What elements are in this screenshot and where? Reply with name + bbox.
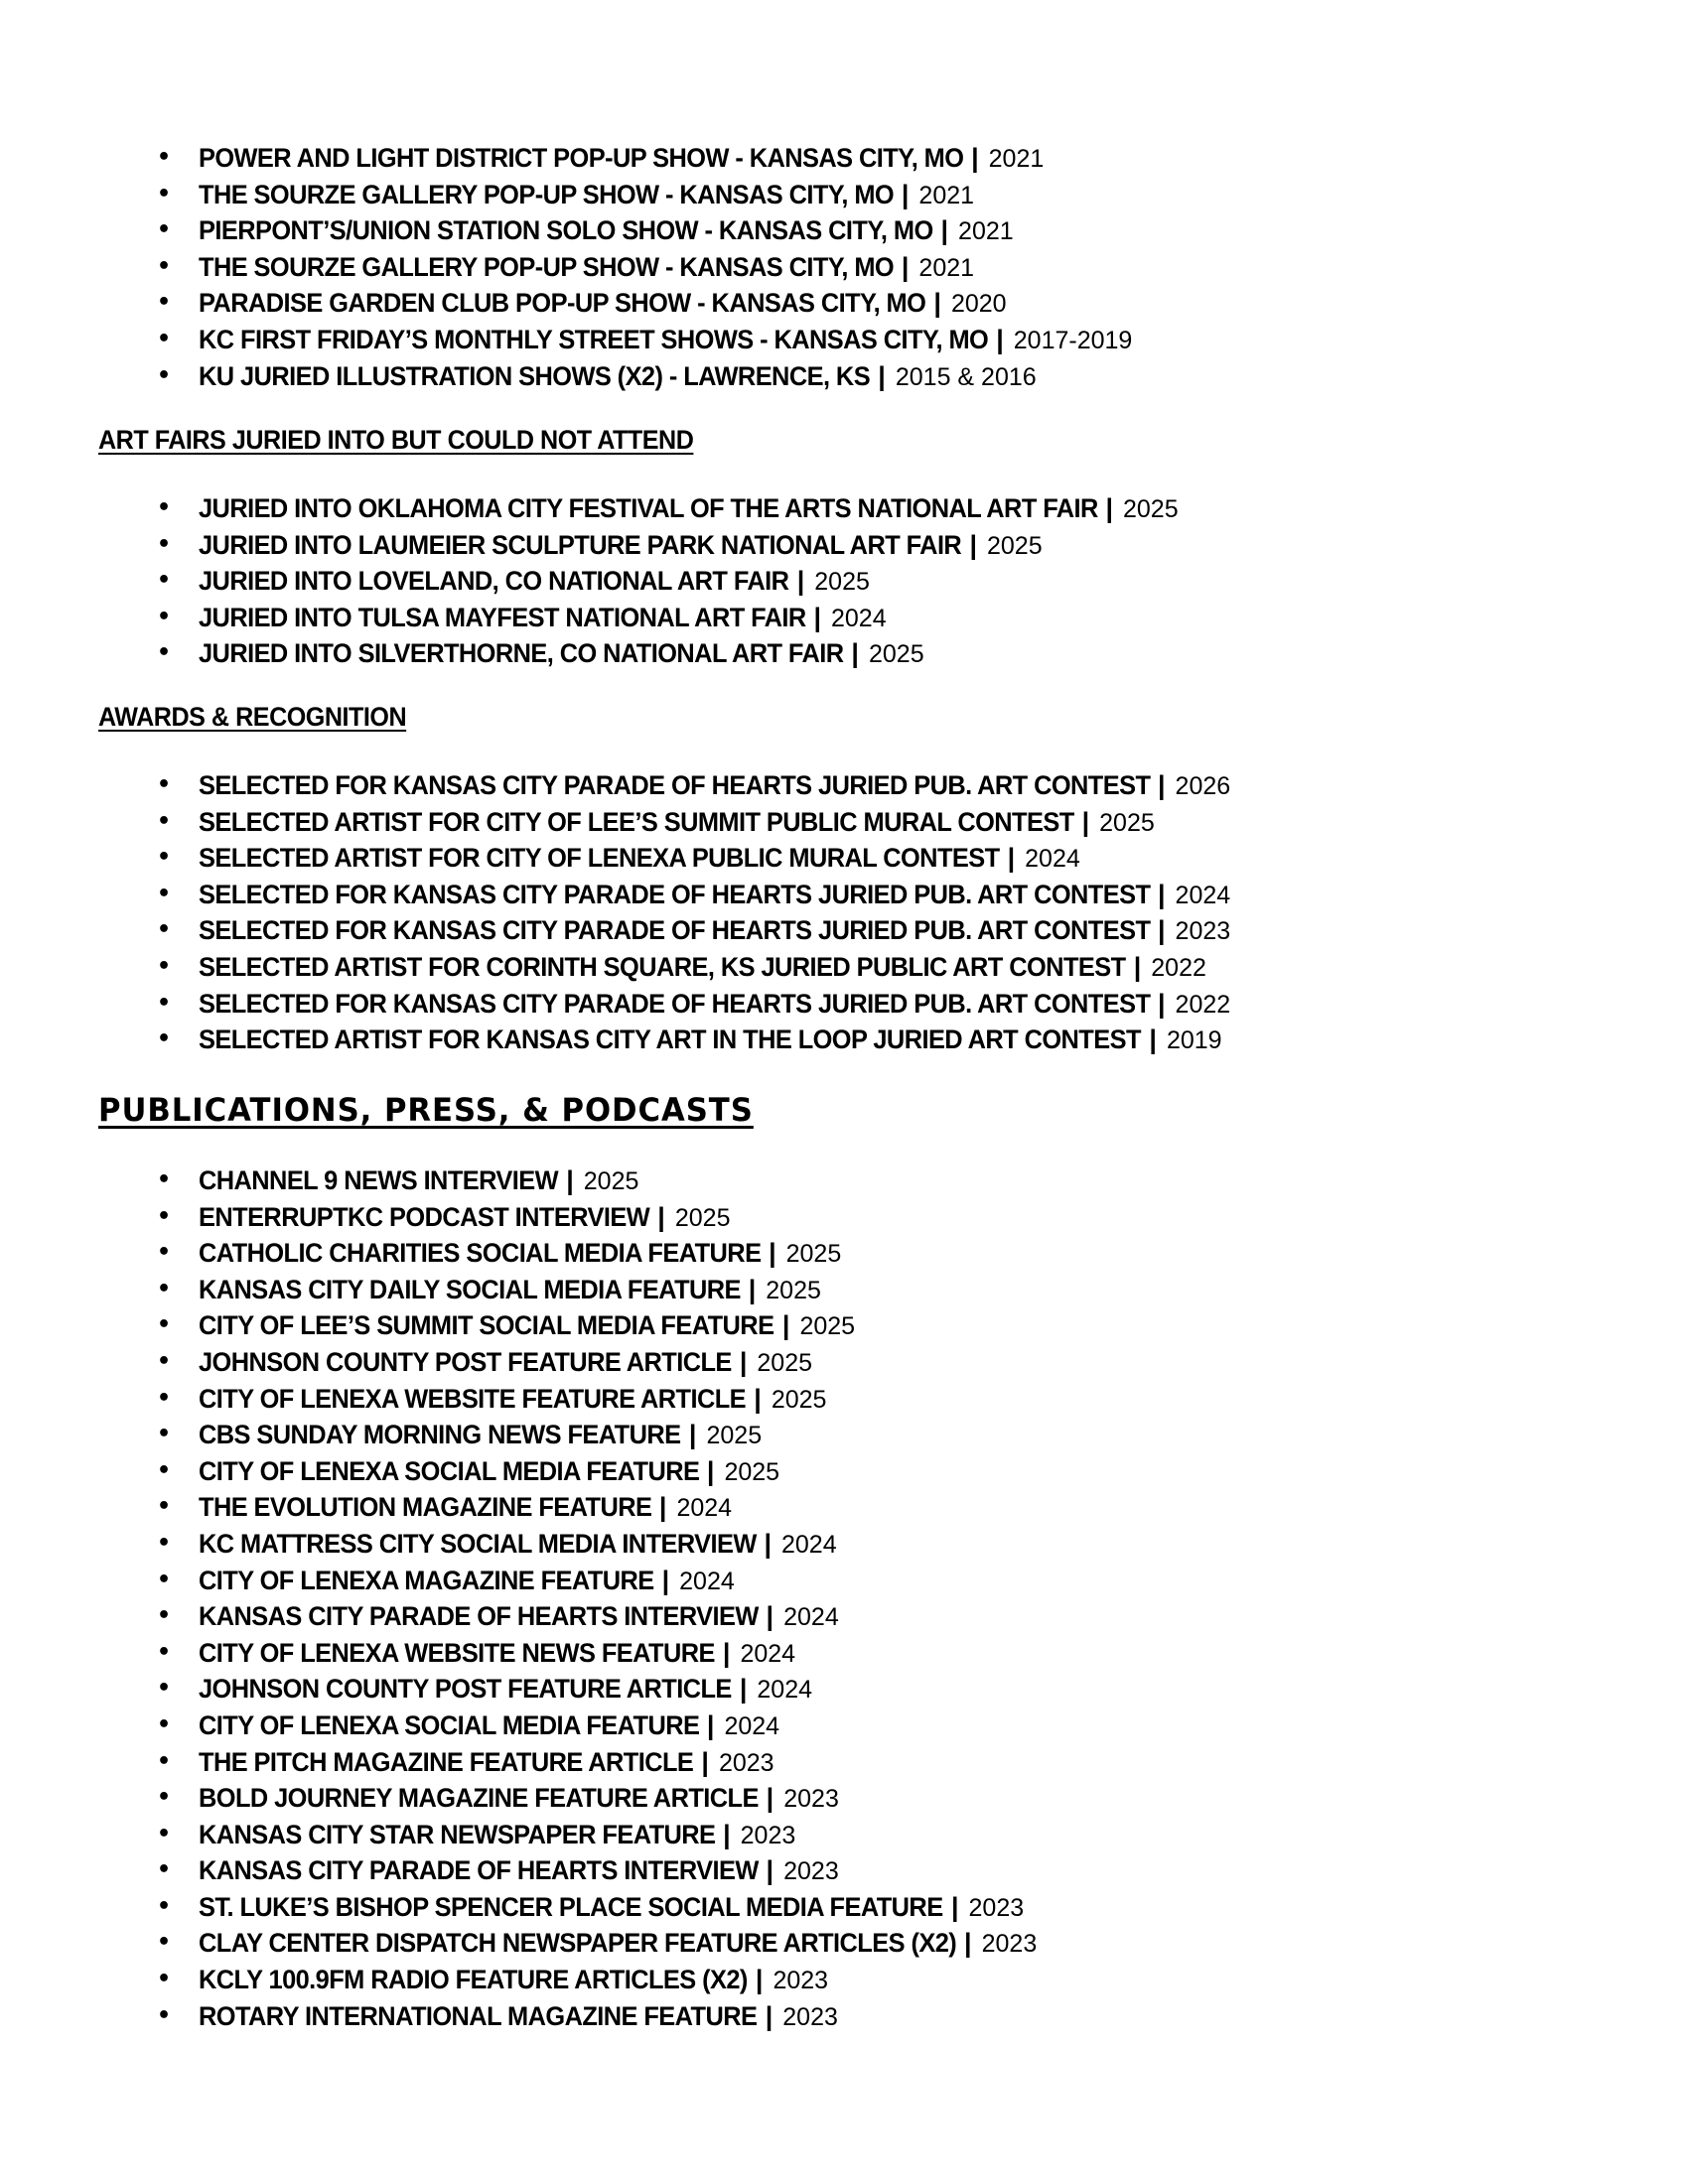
- bullet-icon: •: [157, 1203, 172, 1229]
- list-item: [0, 140, 1132, 177]
- item-year: 2024: [781, 1530, 837, 1559]
- separator: |: [754, 1383, 762, 1414]
- bullet-icon: •: [157, 1494, 172, 1520]
- separator: |: [1157, 988, 1166, 1019]
- separator: |: [1149, 1024, 1157, 1055]
- item-title: JURIED INTO LAUMEIER SCULPTURE PARK NATIONAL ART FAIR: [199, 529, 962, 560]
- item-year: 2022: [1175, 990, 1231, 1019]
- bullet-icon: •: [157, 362, 172, 388]
- bullet-icon: •: [157, 1530, 172, 1556]
- list-item: [0, 1817, 1037, 1853]
- item-year: 2024: [831, 604, 887, 632]
- awards-heading: AWARDS & RECOGNITION: [98, 702, 407, 732]
- bullet-icon: •: [157, 604, 172, 629]
- item-title: THE EVOLUTION MAGAZINE FEATURE: [199, 1492, 652, 1523]
- separator: |: [1157, 915, 1166, 946]
- item-year: 2024: [1175, 881, 1231, 909]
- list-item: [0, 1962, 1037, 1998]
- list-item: [0, 1162, 1037, 1199]
- separator: |: [1157, 879, 1166, 909]
- list-item: [0, 949, 1230, 986]
- list-item: [0, 358, 1132, 395]
- separator: |: [766, 1601, 774, 1632]
- art-fairs-heading: ART FAIRS JURIED INTO BUT COULD NOT ATTEND: [98, 425, 694, 455]
- list-item: [0, 804, 1230, 841]
- separator: |: [1007, 843, 1016, 874]
- separator: |: [851, 638, 859, 669]
- item-year: 2023: [968, 1893, 1025, 1922]
- item-year: 2023: [718, 1748, 774, 1777]
- bullet-icon: •: [157, 917, 172, 943]
- separator: |: [796, 566, 805, 597]
- list-item: [0, 767, 1230, 804]
- list-item: [0, 1417, 1037, 1453]
- item-year: 2026: [1175, 772, 1231, 800]
- item-title: KU JURIED ILLUSTRATION SHOWS (X2) - LAWRENCE, KS: [199, 360, 871, 391]
- item-year: 2015 & 2016: [895, 362, 1037, 391]
- publications-heading: PUBLICATIONS, PRESS, & PODCASTS: [98, 1091, 754, 1129]
- bullet-icon: •: [157, 217, 172, 243]
- separator: |: [1157, 770, 1166, 800]
- list-item: [0, 1598, 1037, 1635]
- awards-list: [0, 767, 1230, 1058]
- separator: |: [940, 215, 949, 246]
- item-title: SELECTED FOR KANSAS CITY PARADE OF HEARTS JURIED PUB. ART CONTEST: [199, 770, 1151, 800]
- item-title: SELECTED ARTIST FOR KANSAS CITY ART IN THE LOOP JURIED ART CONTEST: [199, 1024, 1141, 1055]
- item-title: KCLY 100.9FM RADIO FEATURE ARTICLES (X2): [199, 1965, 748, 1995]
- item-title: POWER AND LIGHT DISTRICT POP-UP SHOW - KANSAS CITY, MO: [199, 143, 964, 173]
- item-year: 2025: [771, 1385, 827, 1414]
- bullet-icon: •: [157, 881, 172, 906]
- separator: |: [813, 602, 821, 632]
- separator: |: [706, 1455, 715, 1486]
- separator: |: [901, 179, 910, 209]
- item-title: CATHOLIC CHARITIES SOCIAL MEDIA FEATURE: [199, 1238, 762, 1269]
- item-title: ENTERRUPTKC PODCAST INTERVIEW: [199, 1201, 650, 1232]
- item-year: 2025: [868, 640, 924, 669]
- list-item: [0, 527, 1179, 564]
- item-year: 2021: [988, 145, 1045, 173]
- item-title: JURIED INTO TULSA MAYFEST NATIONAL ART FAIR: [199, 602, 806, 632]
- separator: |: [901, 251, 910, 282]
- bullet-icon: •: [157, 531, 172, 557]
- item-title: KANSAS CITY PARADE OF HEARTS INTERVIEW: [199, 1601, 759, 1632]
- list-item: [0, 212, 1132, 249]
- separator: |: [765, 2000, 774, 2031]
- bullet-icon: •: [157, 1312, 172, 1338]
- item-title: JURIED INTO LOVELAND, CO NATIONAL ART FAIR: [199, 566, 789, 597]
- item-year: 2023: [782, 2002, 838, 2031]
- list-item: [0, 1889, 1037, 1926]
- item-year: 2024: [757, 1676, 813, 1705]
- item-year: 2021: [918, 181, 975, 209]
- list-item: [0, 285, 1132, 322]
- list-item: [0, 490, 1179, 527]
- art-fairs-list: [0, 490, 1179, 672]
- item-year: 2023: [981, 1930, 1038, 1959]
- list-item: [0, 249, 1132, 286]
- item-title: JURIED INTO OKLAHOMA CITY FESTIVAL OF THE ARTS NATIONAL ART FAIR: [199, 493, 1098, 523]
- list-item: [0, 1563, 1037, 1599]
- bullet-icon: •: [157, 1026, 172, 1052]
- item-year: 2023: [1175, 917, 1231, 946]
- separator: |: [764, 1528, 772, 1559]
- item-title: KANSAS CITY DAILY SOCIAL MEDIA FEATURE: [199, 1274, 741, 1304]
- list-item: [0, 986, 1230, 1023]
- bullet-icon: •: [157, 568, 172, 594]
- item-year: 2025: [583, 1167, 639, 1195]
- list-item: [0, 1780, 1037, 1817]
- list-item: [0, 840, 1230, 877]
- bullet-icon: •: [157, 1930, 172, 1956]
- item-title: SELECTED FOR KANSAS CITY PARADE OF HEARTS JURIED PUB. ART CONTEST: [199, 915, 1151, 946]
- item-year: 2025: [757, 1348, 813, 1377]
- separator: |: [748, 1274, 757, 1304]
- item-year: 2025: [987, 531, 1043, 560]
- item-title: CITY OF LEE’S SUMMIT SOCIAL MEDIA FEATURE: [199, 1310, 774, 1341]
- item-title: CITY OF LENEXA SOCIAL MEDIA FEATURE: [199, 1709, 700, 1740]
- list-item: [0, 912, 1230, 949]
- separator: |: [1105, 493, 1113, 523]
- list-item: [0, 1307, 1037, 1344]
- item-year: 2023: [740, 1821, 796, 1849]
- item-year: 2023: [783, 1857, 839, 1886]
- separator: |: [996, 324, 1004, 354]
- bullet-icon: •: [157, 1276, 172, 1301]
- bullet-icon: •: [157, 1457, 172, 1483]
- publications-list: [0, 1162, 1037, 2034]
- separator: |: [950, 1891, 959, 1922]
- bullet-icon: •: [157, 1748, 172, 1774]
- separator: |: [755, 1965, 764, 1995]
- item-title: CHANNEL 9 NEWS INTERVIEW: [199, 1165, 559, 1195]
- list-item: [0, 877, 1230, 913]
- item-title: CITY OF LENEXA WEBSITE FEATURE ARTICLE: [199, 1383, 747, 1414]
- item-title: JOHNSON COUNTY POST FEATURE ARTICLE: [199, 1346, 732, 1377]
- item-title: THE SOURZE GALLERY POP-UP SHOW - KANSAS CITY, MO: [199, 179, 895, 209]
- list-item: [0, 1489, 1037, 1526]
- item-title: JOHNSON COUNTY POST FEATURE ARTICLE: [199, 1674, 732, 1705]
- item-title: SELECTED ARTIST FOR CORINTH SQUARE, KS JURIED PUBLIC ART CONTEST: [199, 951, 1126, 982]
- list-item: [0, 1635, 1037, 1672]
- item-title: CITY OF LENEXA MAGAZINE FEATURE: [199, 1565, 654, 1595]
- bullet-icon: •: [157, 181, 172, 206]
- item-year: 2025: [785, 1240, 842, 1269]
- item-title: THE PITCH MAGAZINE FEATURE ARTICLE: [199, 1746, 694, 1777]
- separator: |: [766, 1855, 774, 1886]
- bullet-icon: •: [157, 1422, 172, 1447]
- item-year: 2023: [783, 1785, 839, 1814]
- item-title: SELECTED ARTIST FOR CITY OF LENEXA PUBLIC MURAL CONTEST: [199, 843, 1000, 874]
- separator: |: [688, 1420, 697, 1450]
- item-year: 2024: [783, 1603, 839, 1632]
- item-year: 2025: [1099, 808, 1155, 837]
- item-year: 2019: [1166, 1026, 1222, 1055]
- bullet-icon: •: [157, 1348, 172, 1374]
- bullet-icon: •: [157, 495, 172, 520]
- bullet-icon: •: [157, 772, 172, 797]
- separator: |: [657, 1201, 665, 1232]
- separator: |: [781, 1310, 790, 1341]
- bullet-icon: •: [157, 1385, 172, 1411]
- bullet-icon: •: [157, 2002, 172, 2028]
- item-title: PIERPONT’S/UNION STATION SOLO SHOW - KANSAS CITY, MO: [199, 215, 933, 246]
- item-year: 2025: [1123, 495, 1179, 523]
- separator: |: [723, 1819, 731, 1849]
- bullet-icon: •: [157, 1567, 172, 1592]
- item-year: 2024: [1025, 845, 1080, 874]
- item-title: SELECTED ARTIST FOR CITY OF LEE’S SUMMIT PUBLIC MURAL CONTEST: [199, 806, 1074, 837]
- item-year: 2022: [1151, 953, 1206, 982]
- item-year: 2023: [773, 1967, 829, 1995]
- item-year: 2020: [950, 290, 1007, 319]
- item-title: KC MATTRESS CITY SOCIAL MEDIA INTERVIEW: [199, 1528, 757, 1559]
- bullet-icon: •: [157, 1857, 172, 1883]
- item-title: CITY OF LENEXA SOCIAL MEDIA FEATURE: [199, 1455, 700, 1486]
- list-item: [0, 177, 1132, 213]
- exhibitions-list: [0, 140, 1132, 394]
- bullet-icon: •: [157, 1639, 172, 1665]
- separator: |: [769, 1238, 776, 1269]
- item-title: ROTARY INTERNATIONAL MAGAZINE FEATURE: [199, 2000, 758, 2031]
- separator: |: [701, 1746, 709, 1777]
- list-item: [0, 1235, 1037, 1272]
- list-item: [0, 600, 1179, 636]
- list-item: [0, 1526, 1037, 1563]
- item-year: 2024: [676, 1494, 733, 1523]
- separator: |: [964, 1928, 972, 1959]
- separator: |: [969, 529, 977, 560]
- item-year: 2024: [679, 1567, 735, 1595]
- separator: |: [739, 1674, 748, 1705]
- list-item: [0, 563, 1179, 600]
- separator: |: [566, 1165, 574, 1195]
- list-item: [0, 1707, 1037, 1744]
- list-item: [0, 322, 1132, 358]
- item-title: ST. LUKE’S BISHOP SPENCER PLACE SOCIAL MEDIA FEATURE: [199, 1891, 943, 1922]
- item-title: BOLD JOURNEY MAGAZINE FEATURE ARTICLE: [199, 1783, 759, 1814]
- list-item: [0, 635, 1179, 672]
- separator: |: [1081, 806, 1090, 837]
- list-item: [0, 1925, 1037, 1962]
- item-year: 2025: [706, 1422, 763, 1450]
- list-item: [0, 1671, 1037, 1707]
- item-title: PARADISE GARDEN CLUB POP-UP SHOW - KANSAS CITY, MO: [199, 288, 926, 319]
- list-item: [0, 1744, 1037, 1781]
- bullet-icon: •: [157, 990, 172, 1016]
- item-title: SELECTED FOR KANSAS CITY PARADE OF HEARTS JURIED PUB. ART CONTEST: [199, 879, 1151, 909]
- item-title: SELECTED FOR KANSAS CITY PARADE OF HEARTS JURIED PUB. ART CONTEST: [199, 988, 1151, 1019]
- list-item: [0, 1344, 1037, 1381]
- bullet-icon: •: [157, 1821, 172, 1846]
- list-item: [0, 1199, 1037, 1236]
- bullet-icon: •: [157, 1603, 172, 1629]
- separator: |: [661, 1565, 670, 1595]
- item-title: CBS SUNDAY MORNING NEWS FEATURE: [199, 1420, 681, 1450]
- bullet-icon: •: [157, 326, 172, 351]
- separator: |: [766, 1783, 774, 1814]
- item-title: THE SOURZE GALLERY POP-UP SHOW - KANSAS CITY, MO: [199, 251, 895, 282]
- list-item: [0, 1022, 1230, 1058]
- separator: |: [971, 143, 979, 173]
- item-year: 2025: [674, 1203, 731, 1232]
- separator: |: [739, 1346, 748, 1377]
- bullet-icon: •: [157, 253, 172, 279]
- bullet-icon: •: [157, 808, 172, 834]
- item-year: 2021: [958, 217, 1014, 246]
- bullet-icon: •: [157, 290, 172, 316]
- separator: |: [722, 1637, 731, 1668]
- item-year: 2025: [799, 1312, 856, 1341]
- list-item: [0, 1272, 1037, 1308]
- item-year: 2025: [814, 568, 870, 597]
- bullet-icon: •: [157, 1676, 172, 1702]
- list-item: [0, 1998, 1037, 2035]
- bullet-icon: •: [157, 1785, 172, 1811]
- item-title: JURIED INTO SILVERTHORNE, CO NATIONAL ART FAIR: [199, 638, 844, 669]
- bullet-icon: •: [157, 953, 172, 979]
- bullet-icon: •: [157, 145, 172, 170]
- bullet-icon: •: [157, 1240, 172, 1266]
- separator: |: [933, 288, 941, 319]
- separator: |: [878, 360, 886, 391]
- item-year: 2025: [724, 1457, 780, 1486]
- item-title: CITY OF LENEXA WEBSITE NEWS FEATURE: [199, 1637, 715, 1668]
- list-item: [0, 1381, 1037, 1418]
- item-year: 2021: [918, 253, 975, 282]
- item-year: 2017-2019: [1013, 326, 1133, 354]
- list-item: [0, 1852, 1037, 1889]
- item-title: CLAY CENTER DISPATCH NEWSPAPER FEATURE ARTICLES (X2): [199, 1928, 957, 1959]
- bullet-icon: •: [157, 1167, 172, 1192]
- item-year: 2024: [740, 1639, 796, 1668]
- item-title: KANSAS CITY STAR NEWSPAPER FEATURE: [199, 1819, 716, 1849]
- item-title: KANSAS CITY PARADE OF HEARTS INTERVIEW: [199, 1855, 759, 1886]
- bullet-icon: •: [157, 640, 172, 666]
- separator: |: [706, 1709, 715, 1740]
- separator: |: [1133, 951, 1142, 982]
- item-title: KC FIRST FRIDAY’S MONTHLY STREET SHOWS - KANSAS CITY, MO: [199, 324, 989, 354]
- bullet-icon: •: [157, 1711, 172, 1737]
- bullet-icon: •: [157, 1967, 172, 1992]
- bullet-icon: •: [157, 1893, 172, 1919]
- item-year: 2024: [724, 1711, 780, 1740]
- list-item: [0, 1453, 1037, 1490]
- separator: |: [658, 1492, 667, 1523]
- item-year: 2025: [766, 1276, 821, 1304]
- bullet-icon: •: [157, 845, 172, 871]
